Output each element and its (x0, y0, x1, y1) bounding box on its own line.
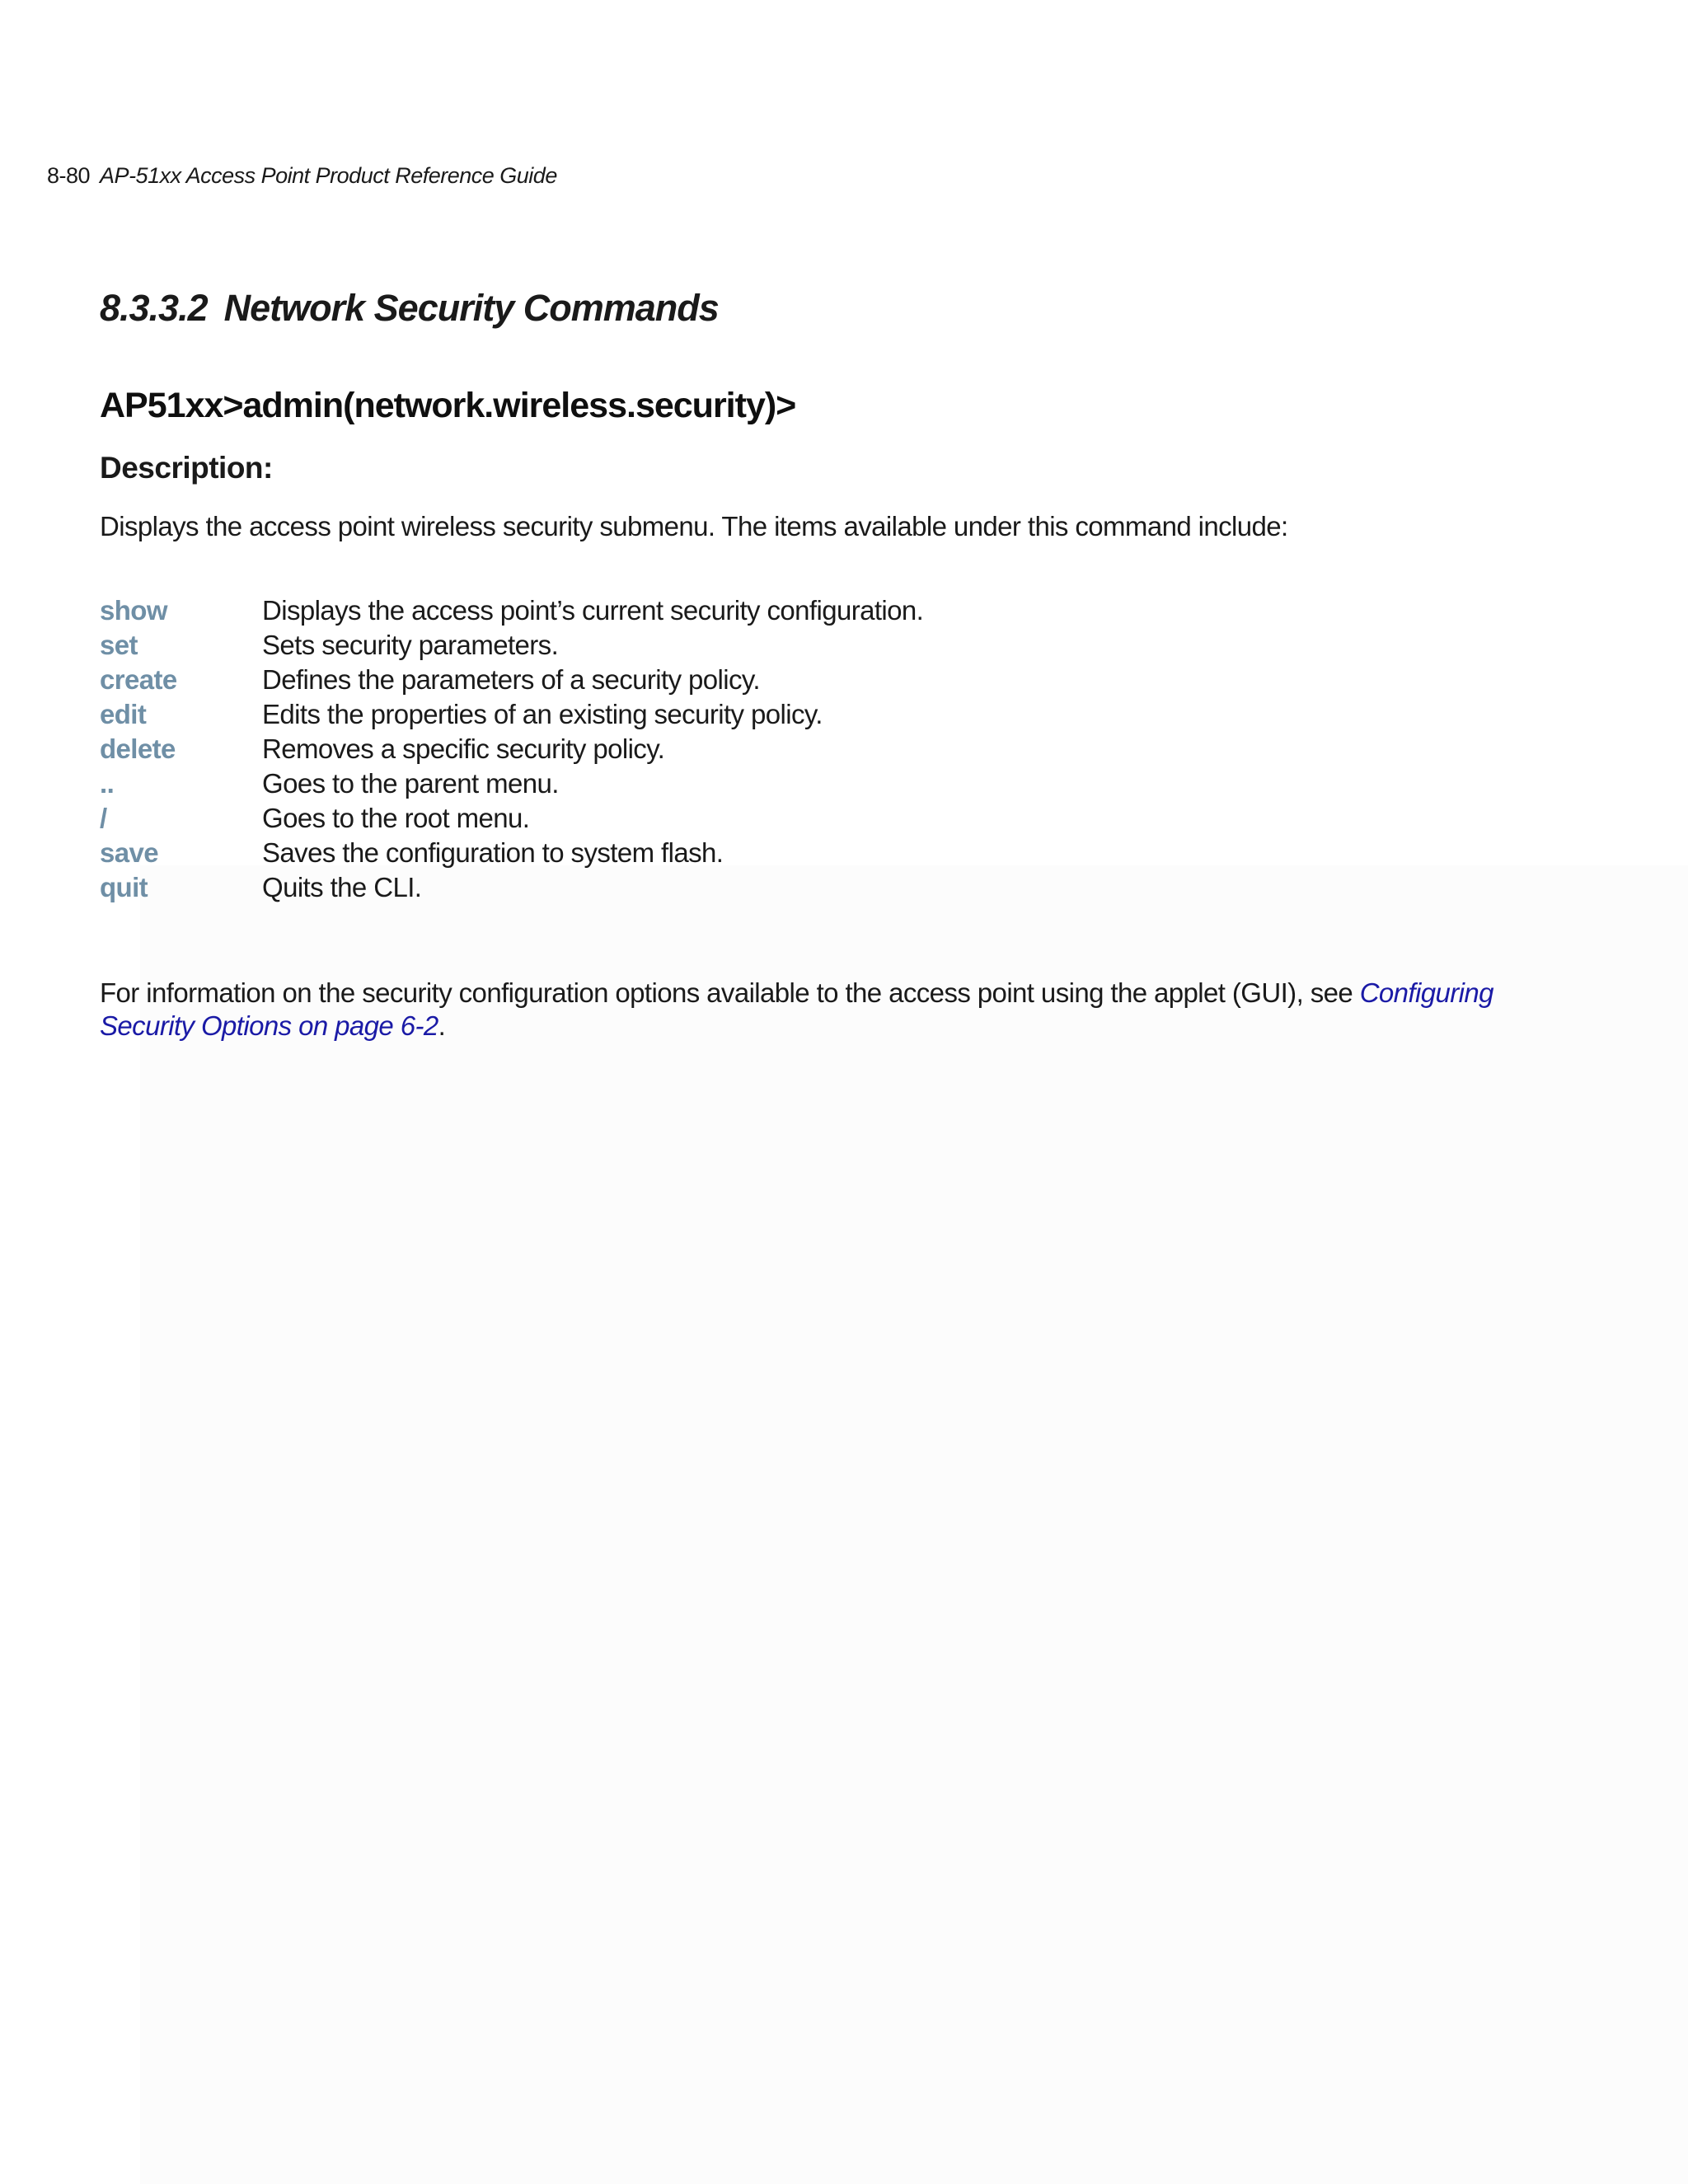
command-name: create (100, 664, 177, 695)
reference-text: For information on the security configuration options available to the access point using the applet (GUI), see (100, 977, 1360, 1008)
command-name: set (100, 630, 138, 660)
command-row (100, 766, 1501, 801)
command-description: Removes a specific security policy. (262, 733, 665, 764)
running-header (47, 162, 557, 190)
command-row (100, 697, 1501, 732)
command-row (100, 732, 1501, 766)
command-description: Edits the properties of an existing security policy. (262, 699, 823, 729)
command-name: show (100, 595, 167, 626)
command-name: edit (100, 699, 147, 729)
command-name: / (100, 803, 107, 833)
guide-title: AP-51xx Access Point Product Reference Guide (100, 163, 557, 188)
command-list (100, 593, 1501, 905)
reference-paragraph (100, 977, 1583, 1043)
command-description: Goes to the parent menu. (262, 768, 559, 799)
command-description: Quits the CLI. (262, 872, 422, 902)
description-text: Displays the access point wireless security submenu. The items available under this command include: (100, 511, 1288, 541)
cross-reference-link[interactable]: Configuring Security Options on page 6-2 (100, 977, 1493, 1041)
command-name: save (100, 837, 159, 868)
command-row (100, 836, 1501, 870)
command-description: Saves the configuration to system flash. (262, 837, 724, 868)
page-background (140, 865, 1688, 2184)
command-name: .. (100, 768, 115, 799)
command-description: Sets security parameters. (262, 630, 559, 660)
command-name: delete (100, 733, 176, 764)
command-row (100, 663, 1501, 697)
reference-period: . (438, 1010, 446, 1041)
description-label: Description: (100, 451, 273, 485)
section-number: 8.3.3.2 (100, 287, 208, 329)
command-row (100, 628, 1501, 663)
command-description: Displays the access point’s current security configuration. (262, 595, 924, 626)
command-row (100, 801, 1501, 836)
command-row (100, 593, 1501, 628)
command-name: quit (100, 872, 148, 902)
command-prompt: AP51xx>admin(network.wireless.security)> (100, 386, 796, 425)
page-number: 8-80 (47, 163, 91, 188)
command-description: Goes to the root menu. (262, 803, 530, 833)
section-title: Network Security Commands (223, 287, 719, 329)
command-row (100, 870, 1501, 905)
command-description: Defines the parameters of a security policy. (262, 664, 760, 695)
section-heading (100, 285, 719, 331)
